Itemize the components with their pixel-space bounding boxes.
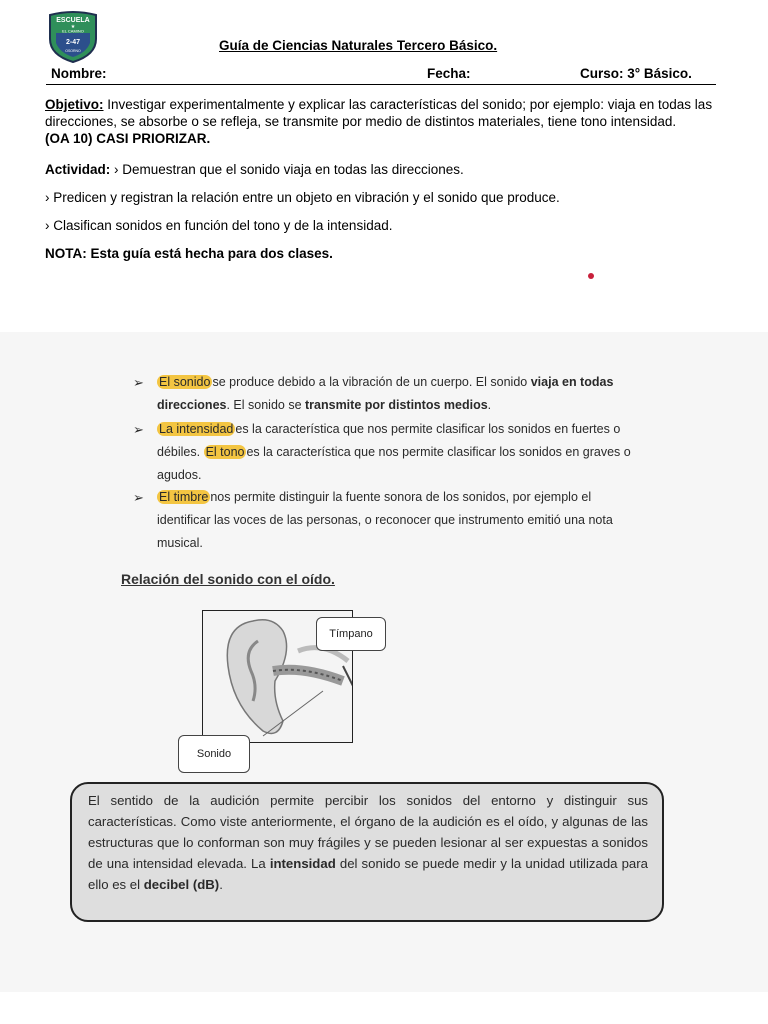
activity-item: › Demuestran que el sonido viaja en todas las direcciones. (114, 162, 464, 177)
highlight-timbre: El timbre (159, 490, 209, 504)
objective-label: Objetivo: (45, 97, 104, 112)
objective-text: Investigar experimentalmente y explicar las características del sonido; por ejemplo: viaja en todas las direcciones, se absorbe o se refleja, se transmite por medio de distintos materiales, tiene tono intensidad. (45, 97, 713, 129)
ear-section-title: Relación del sonido con el oído. (121, 571, 335, 587)
school-logo (46, 9, 100, 63)
red-dot (588, 273, 594, 279)
bullet-intensity-tone: ➢ La intensidad es la característica que nos permite clasificar los sonidos en fuertes o débiles. El tono es la característica que nos permite clasificar los sonidos en graves o agudos. (133, 422, 631, 482)
highlight-sound: El sonido (159, 375, 211, 389)
activity-label: Actividad: (45, 162, 111, 177)
logo-number: 2-47 (65, 39, 81, 46)
course-label: Curso: 3° Básico. (580, 66, 692, 81)
info-text: El sentido de la audición permite percibir los sonidos del entorno y distinguir sus características. Como viste anteriormente, el órgano de la audición es el oído, y algunas de las estructuras que lo conforman son muy frágiles y se pueden lesionar al ser expuestas a sonidos de una intensidad elevada. La intensidad del sonido se puede medir y la unidad utilizada para ello es el decibel (dB). (88, 793, 648, 892)
page-title: Guía de Ciencias Naturales Tercero Básico. (219, 38, 498, 53)
name-label: Nombre: (51, 66, 107, 81)
note-text: NOTA: Esta guía está hecha para dos clases. (45, 246, 333, 261)
bullet-sound: ➢ El sonido se produce debido a la vibración de un cuerpo. El sonido viaja en todas direcciones. El sonido se transmite por distintos medios. (133, 375, 614, 412)
eardrum-label: Tímpano (316, 617, 386, 651)
highlight-tone: El tono (205, 445, 245, 459)
logo-bottom-text: OSORNO (65, 49, 81, 53)
activity-line-1 (45, 161, 721, 178)
logo-middle-text: EL CAMINO (62, 28, 84, 34)
activity-item: › Clasifican sonidos en función del tono y de la intensidad. (45, 218, 393, 233)
highlight-intensity: La intensidad (159, 422, 234, 436)
date-label: Fecha: (427, 66, 471, 81)
header-divider (46, 84, 716, 85)
svg-text:★: ★ (70, 24, 76, 30)
bullet-timbre: ➢ El timbre nos permite distinguir la fuente sonora de los sonidos, por ejemplo el identificar las voces de las personas, o reconocer que instrumento emitió una nota musical. (133, 490, 613, 550)
activity-item: › Predicen y registran la relación entre un objeto en vibración y el sonido que produce. (45, 190, 560, 205)
objective-code: (OA 10) CASI PRIORIZAR. (45, 131, 211, 146)
logo-top-text: ESCUELA (56, 17, 90, 24)
objective-paragraph (45, 96, 721, 147)
sound-label: Sonido (178, 735, 250, 773)
